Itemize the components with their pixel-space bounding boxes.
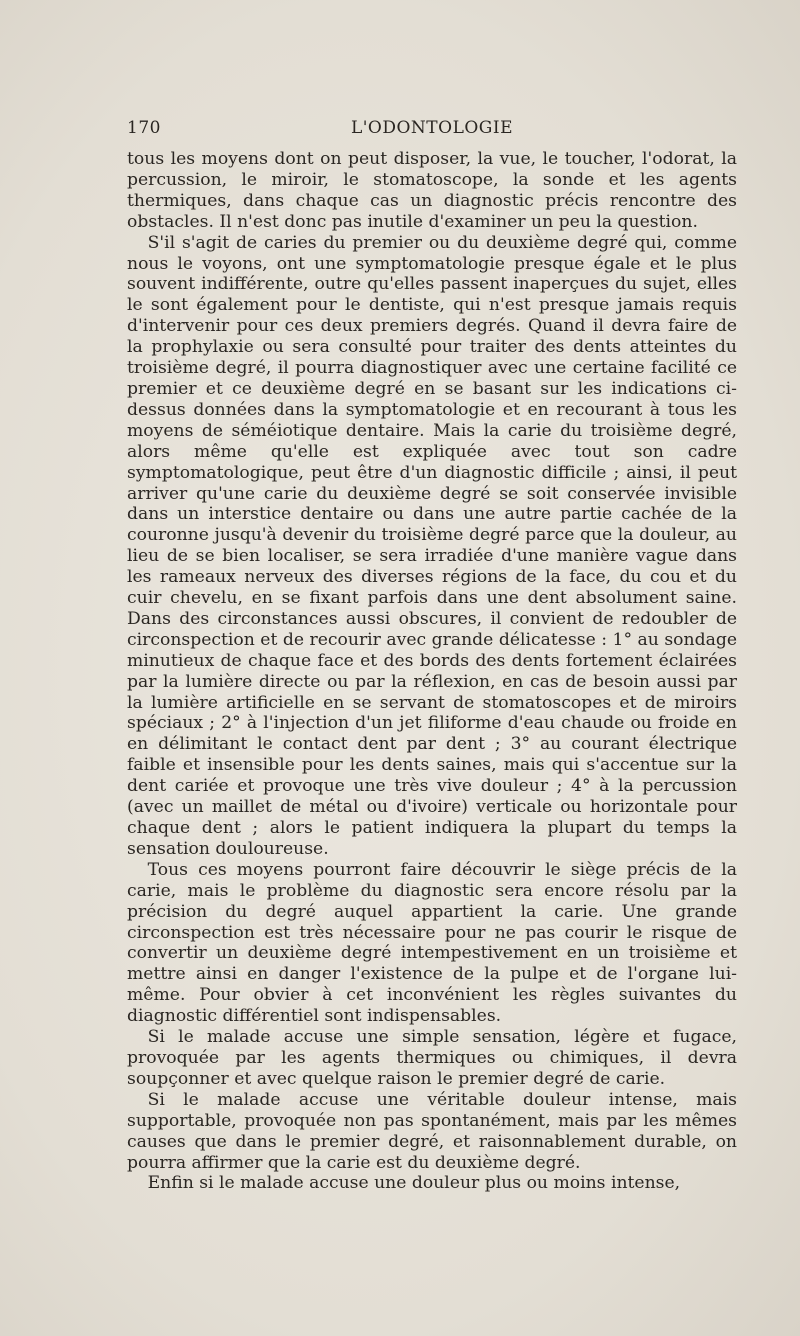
body-text (127, 149, 737, 1194)
page-number: 170 (127, 118, 161, 138)
paragraph-6: Enfin si le malade accuse une douleur plus ou moins intense, (147, 1173, 681, 1194)
paragraph-2: S'il s'agit de caries du premier ou du deuxième degré qui, comme nous le voyons, ont une symptomatologie presque égale et le plus souvent indifférente, outre qu'elles passent inaperçues du sujet, elles le sont également pour le dentiste, qui n'est presque jamais requis d'intervenir pour ces deux premiers degrés. Quand il devra faire de la prophylaxie ou sera consulté pour traiter des dents atteintes du troisième degré, il pourra diagnostiquer avec une certaine facilité ce premier et ce deuxième degré en se basant sur les indications ci-dessus données dans la symptomatologie et en recourant à tous les moyens de séméiotique dentaire. Mais la carie du troisième degré, alors même qu'elle est expliquée avec tout son cadre symptomatologique, peut être d'un diagnostic difficile ; ainsi, il peut arriver qu'une carie du deuxième degré se soit conservée invisible dans un interstice dentaire ou dans une autre partie cachée de la couronne jusqu'à devenir du troisième degré parce que la douleur, au lieu de se bien localiser, se sera irradiée d'une manière vague dans les rameaux nerveux des diverses régions de la face, du cou et du cuir chevelu, en se fixant parfois dans une dent absolument saine. Dans des circonstances aussi obscures, il convient de redoubler de circonspection et de recourir avec grande délicatesse : 1° au sondage minutieux de chaque face et des bords des dents fortement éclairées par la lumière directe ou par la réflexion, en cas de besoin aussi par la lumière artificielle en se servant de stomatoscopes et de miroirs spéciaux ; 2° à l'injection d'un jet filiforme d'eau chaude ou froide en en délimitant le contact dent par dent ; 3° au courant électrique faible et insensible pour les dents saines, mais qui s'accentue sur la dent cariée et provoque une très vive douleur ; 4° à la percussion (avec un maillet de métal ou d'ivoire) verticale ou horizontale pour chaque dent ; alors le patient indiquera la plupart du temps la sensation douloureuse. (127, 232, 737, 859)
paragraph-4: Si le malade accuse une simple sensation, légère et fugace, provoquée par les agents thermiques ou chimiques, il devra soupçonner et avec quelque raison le premier degré de carie. (127, 1027, 737, 1089)
paragraph-5: Si le malade accuse une véritable douleur intense, mais supportable, provoquée non pas spontanément, mais par les mêmes causes que dans le premier degré, et raisonnablement durable, on pourra affirmer que la carie est du deuxième degré. (127, 1089, 737, 1173)
paragraph-1: tous les moyens dont on peut disposer, la vue, le toucher, l'odorat, la percussion, le miroir, le stomatoscope, la sonde et les agents thermiques, dans chaque cas un diagnostic précis rencontre des obstacles. Il n'est donc pas inutile d'examiner un peu la question. (127, 149, 737, 232)
running-title: L'ODONTOLOGIE (350, 118, 514, 138)
page-header (127, 118, 737, 142)
paragraph-3: Tous ces moyens pourront faire découvrir le siège précis de la carie, mais le problème du diagnostic sera encore résolu par la précision du degré auquel appartient la carie. Une grande circonspection est très nécessaire pour ne pas courir le risque de convertir un deuxième degré intempestivement en un troisième et mettre ainsi en danger l'existence de la pulpe et de l'organe lui-même. Pour obvier à cet inconvénient les règles suivantes du diagnostic différentiel sont indispensables. (127, 859, 737, 1027)
